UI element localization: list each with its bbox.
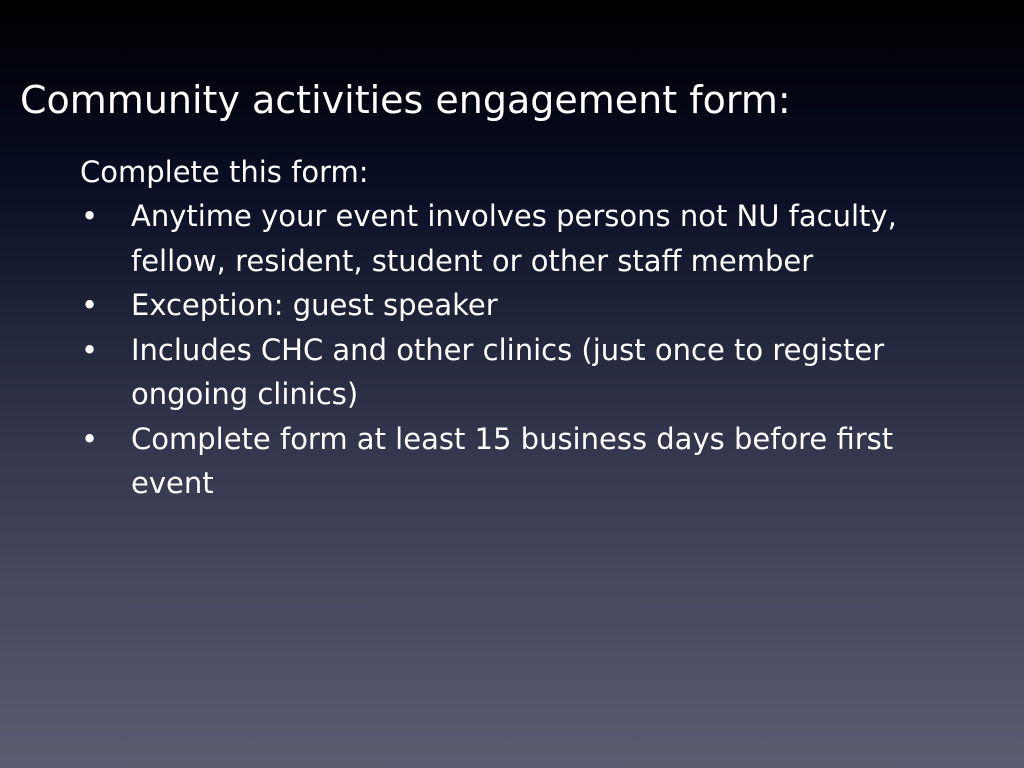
list-item xyxy=(80,194,960,283)
bullet-text: Complete form at least 15 business days before first event xyxy=(131,421,894,500)
bullet-text: Includes CHC and other clinics (just once to register ongoing clinics) xyxy=(131,332,885,411)
list-item xyxy=(80,417,960,506)
bullet-icon: • xyxy=(81,199,99,233)
bullet-icon: • xyxy=(81,332,99,367)
bullet-text: Anytime your event involves persons not NU faculty, fellow, resident, student or other staff member xyxy=(131,199,897,278)
bullet-icon: • xyxy=(81,421,99,456)
bullet-list xyxy=(80,194,960,506)
bullet-text: Exception: guest speaker xyxy=(131,288,498,322)
slide-title: Community activities engagement form: xyxy=(20,78,791,122)
slide-body xyxy=(80,150,960,506)
bullet-icon: • xyxy=(81,288,99,322)
list-item xyxy=(80,283,960,328)
intro-text: Complete this form: xyxy=(80,155,369,189)
list-item xyxy=(80,328,960,417)
